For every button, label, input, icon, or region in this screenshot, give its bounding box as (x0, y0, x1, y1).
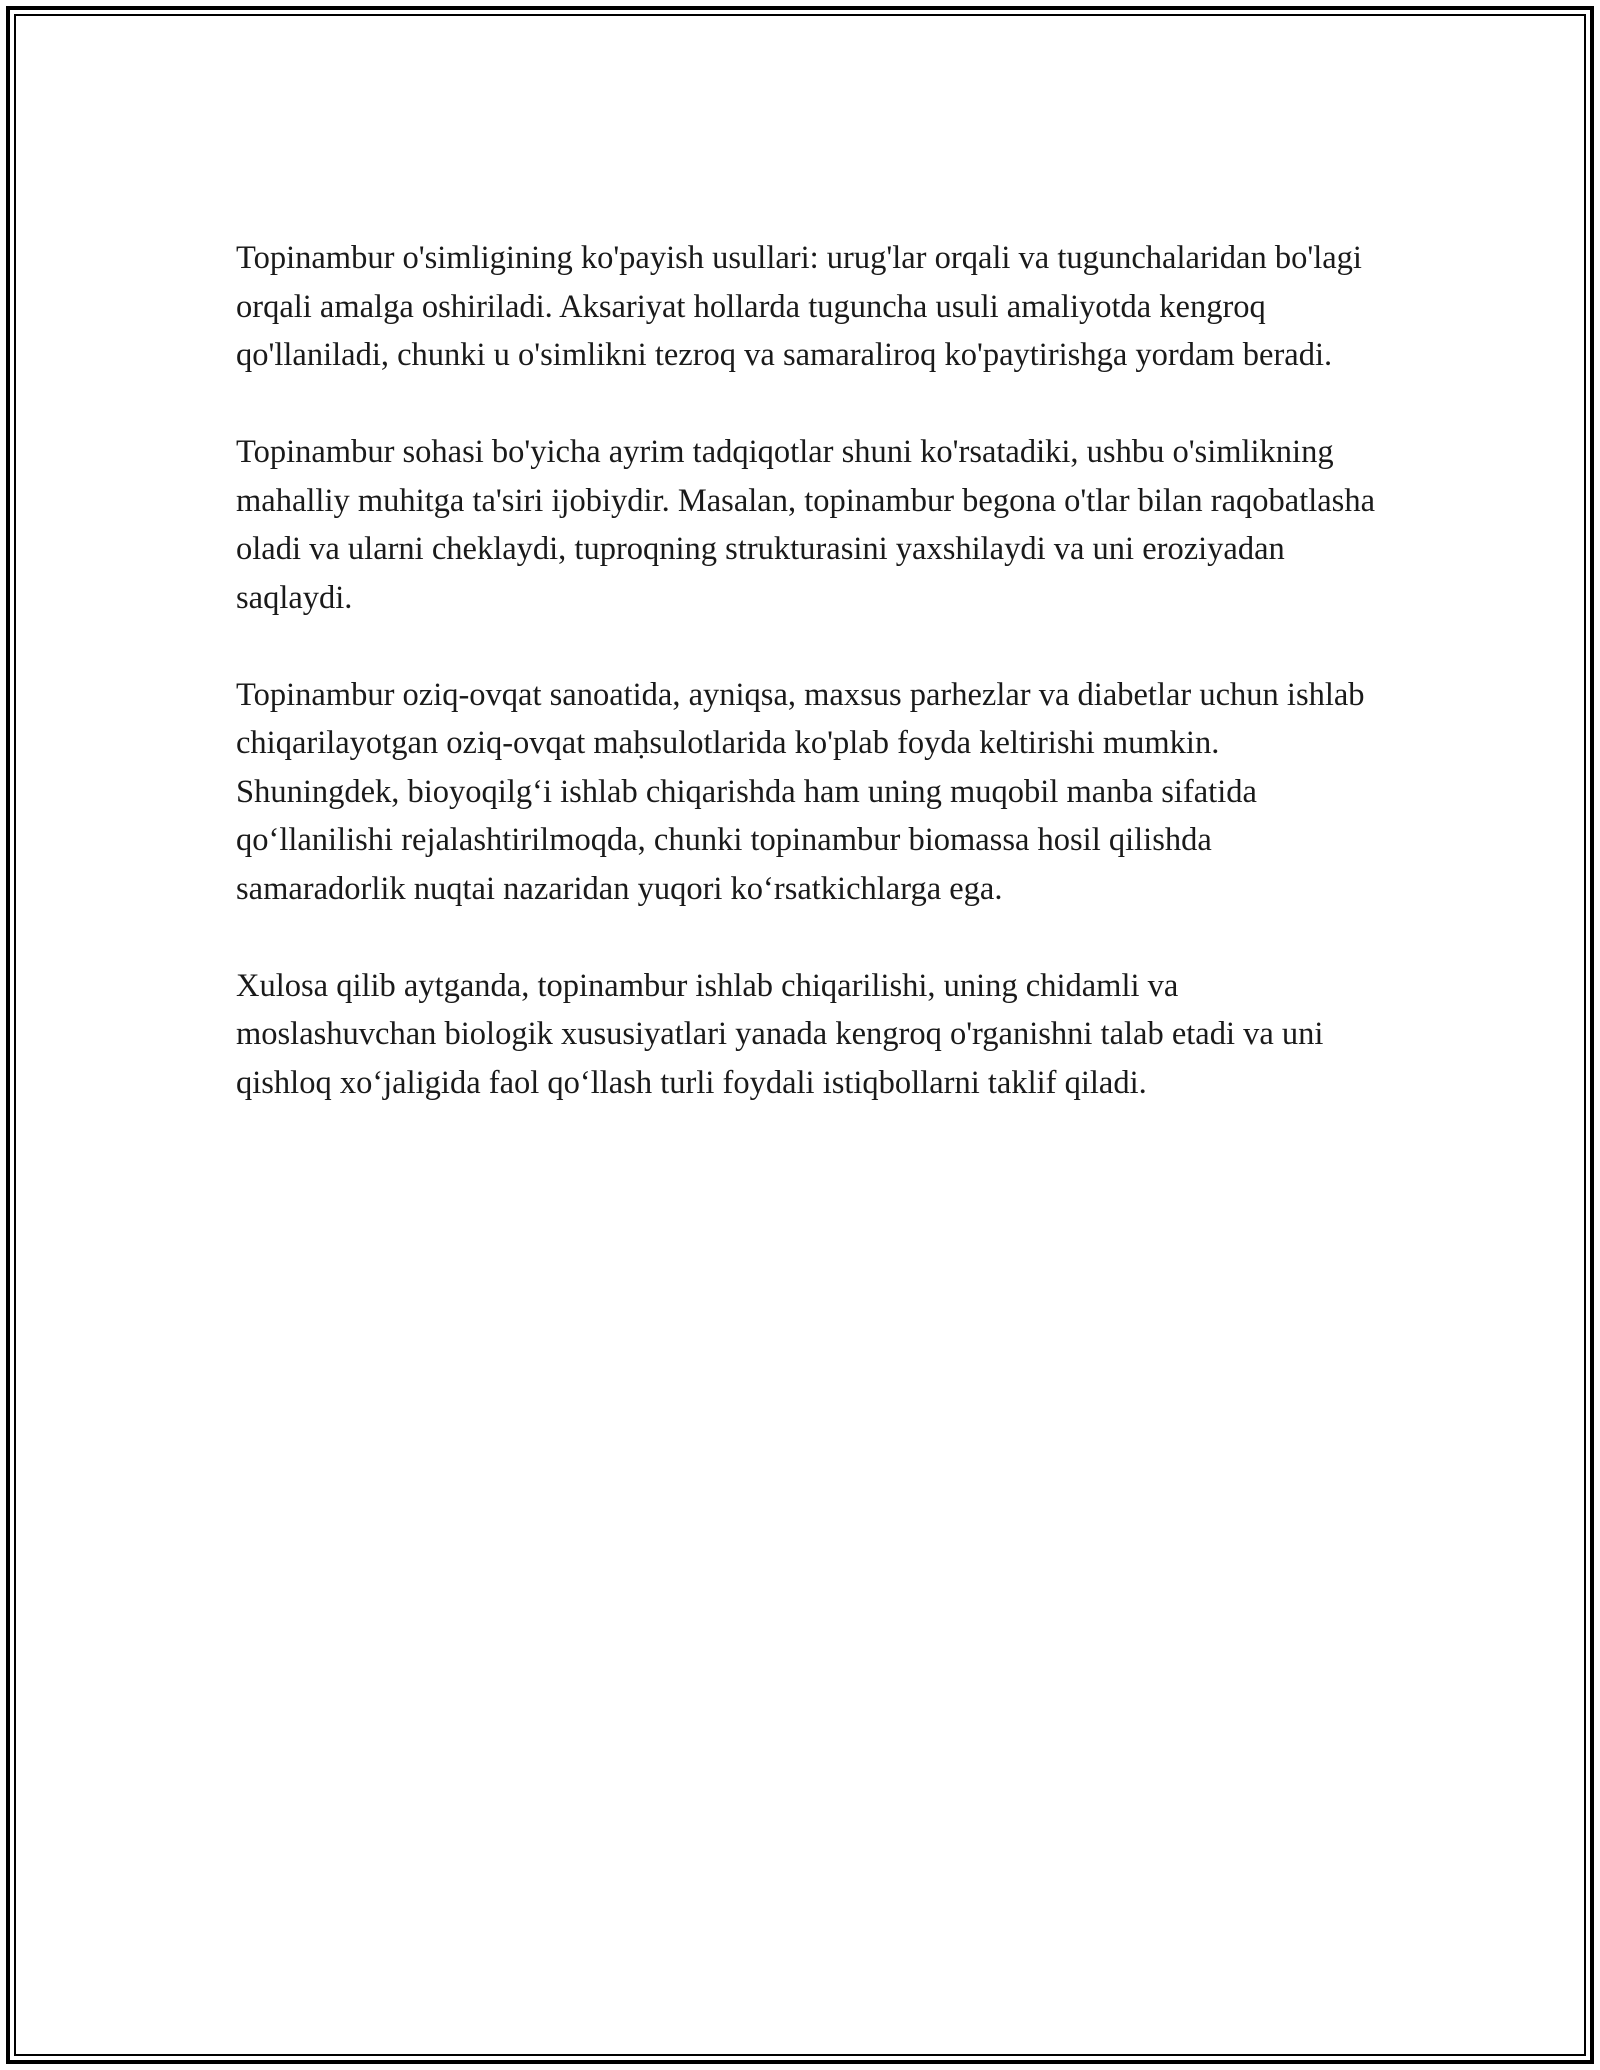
paragraph-food-and-biofuel: Topinambur oziq-ovqat sanoatida, ayniqsa, maxsus parhezlar va diabetlar uchun ishlab chiqarilayotgan oziq-ovqat maḥsulotlarida ko'plab foyda keltirishi mumkin. Shuningdek, bioyoqilg‘i ishlab chiqarishda ham uning muqobil manba sifatida qo‘llanilishi rejalashtirilmoqda, chunki topinambur biomassa hosil qilishda samaradorlik nuqtai nazaridan yuqori ko‘rsatkichlarga ega. (236, 676, 1365, 907)
paragraph-propagation-methods: Topinambur o'simligining ko'payish usullari: urug'lar orqali va tugunchalaridan bo'lagi orqali amalga oshiriladi. Aksariyat hollarda tuguncha usuli amaliyotda kengroq qo'llaniladi, chunki u o'simlikni tezroq va samaraliroq ko'paytirishga yordam beradi. (236, 240, 1362, 373)
paragraph-environmental-impact: Topinambur sohasi bo'yicha ayrim tadqiqotlar shuni ko'rsatadiki, ushbu o'simlikning mahalliy muhitga ta'siri ijobiydir. Masalan, topinambur begona o'tlar bilan raqobatlasha oladi va ularni cheklaydi, tuproqning strukturasini yaxshilaydi va uni eroziyadan saqlaydi. (236, 434, 1376, 616)
document-body (236, 234, 1376, 1156)
paragraph-conclusion: Xulosa qilib aytganda, topinambur ishlab chiqarilishi, uning chidamli va moslashuvchan biologik xususiyatlari yanada kengroq o'rganishni talab etadi va uni qishloq xo‘jaligida faol qo‘llash turli foydali istiqbollarni taklif qiladi. (236, 967, 1324, 1101)
